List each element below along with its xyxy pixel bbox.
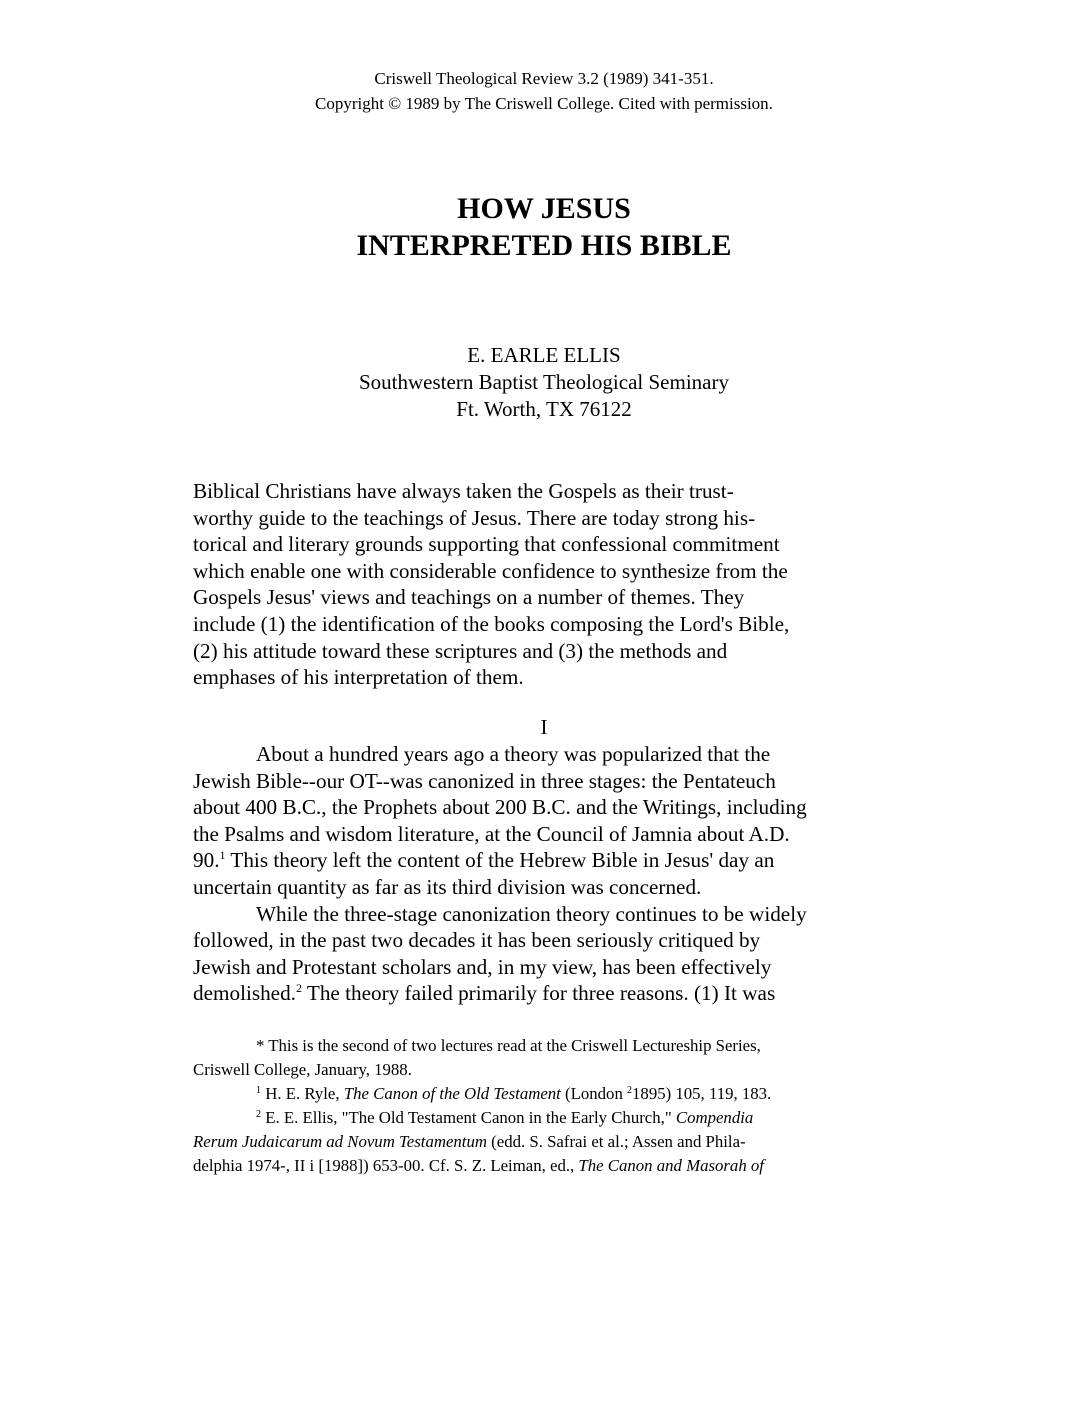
text-line: Jewish Bible--our OT--was canonized in three stages: the Pentateuch <box>193 768 776 793</box>
footnote-text: H. E. Ryle, <box>261 1084 344 1103</box>
footnote-text: E. E. Ellis, "The Old Testament Canon in the Early Church," <box>261 1108 676 1127</box>
footnote-text: (London <box>560 1084 628 1103</box>
abstract-line: worthy guide to the teachings of Jesus. There are today strong his- <box>193 505 756 530</box>
footnote-text: (edd. S. Safrai et al.; Assen and Phila- <box>486 1132 746 1151</box>
text-line: While the three-stage canonization theory continues to be widely <box>256 901 807 926</box>
abstract-line: Gospels Jesus' views and teachings on a number of themes. They <box>193 585 745 610</box>
section-numeral: I <box>540 715 548 739</box>
text-line: the Psalms and wisdom literature, at the Council of Jamnia about A.D. <box>193 821 790 846</box>
citation-line: Criswell Theological Review 3.2 (1989) 341-351. <box>374 69 714 88</box>
abstract-line: emphases of his interpretation of them. <box>193 665 524 690</box>
author-institution: Southwestern Baptist Theological Seminary <box>359 370 729 394</box>
text-line: uncertain quantity as far as its third division was concerned. <box>193 874 702 899</box>
journal-citation-header <box>0 66 1088 116</box>
footnote-text: Criswell College, January, 1988. <box>193 1060 412 1079</box>
section-body <box>193 741 873 1007</box>
footnotes <box>193 1034 873 1178</box>
footnote-2 <box>193 1106 873 1130</box>
text-line <box>193 847 873 874</box>
text-run: This theory left the content of the Hebrew Bible in Jesus' day an <box>225 848 775 873</box>
footnote-ref-2: 2 <box>295 981 302 996</box>
text-line: followed, in the past two decades it has been seriously critiqued by <box>193 928 761 953</box>
abstract-line: torical and literary grounds supporting that confessional commitment <box>193 532 780 557</box>
footnote-italic: Compendia <box>675 1108 754 1127</box>
paragraph-1 <box>193 741 873 768</box>
author-name: E. EARLE ELLIS <box>467 343 621 367</box>
footnote-2-cont <box>193 1154 873 1178</box>
copyright-line: Copyright © 1989 by The Criswell College. Cited with permission. <box>315 94 773 113</box>
footnote-mark: 2 <box>256 1109 261 1120</box>
text-line: about 400 B.C., the Prophets about 200 B.C. and the Writings, including <box>193 795 807 820</box>
footnote-1 <box>193 1082 873 1106</box>
title-line-1: HOW JESUS <box>457 192 631 225</box>
abstract-line: which enable one with considerable confidence to synthesize from the <box>193 558 788 583</box>
paragraph-2 <box>193 901 873 928</box>
text-line: Jewish and Protestant scholars and, in my view, has been effectively <box>193 954 772 979</box>
footnote-2-cont <box>193 1130 873 1154</box>
footnote-text: delphia 1974-, II i [1988]) 653-00. Cf. S. Z. Leiman, ed., <box>193 1156 579 1175</box>
abstract-line: Biblical Christians have always taken the Gospels as their trust- <box>193 479 734 503</box>
author-block <box>0 342 1088 423</box>
footnote-text: 1895) 105, 119, 183. <box>632 1084 772 1103</box>
abstract-line: (2) his attitude toward these scriptures and (3) the methods and <box>193 638 728 663</box>
author-location: Ft. Worth, TX 76122 <box>456 397 632 421</box>
abstract-paragraph <box>193 478 873 691</box>
footnote-italic: The Canon of the Old Testament <box>343 1084 561 1103</box>
footnote-star-cont <box>193 1058 873 1082</box>
footnote-text: * This is the second of two lectures read at the Criswell Lectureship Series, <box>256 1036 761 1055</box>
text-run: demolished. <box>193 981 296 1006</box>
text-line <box>193 980 873 1007</box>
article-title <box>0 190 1088 264</box>
footnote-star <box>193 1034 873 1058</box>
text-line: About a hundred years ago a theory was popularized that the <box>256 742 771 766</box>
title-line-2: INTERPRETED HIS BIBLE <box>356 229 732 262</box>
footnote-italic: Rerum Judaicarum ad Novum Testamentum <box>193 1132 487 1151</box>
text-run: 90. <box>193 848 220 873</box>
edition-superscript: 2 <box>627 1085 633 1096</box>
text-run: The theory failed primarily for three reasons. (1) It was <box>301 981 776 1006</box>
footnote-mark: 1 <box>256 1085 261 1096</box>
footnote-italic: The Canon and Masorah of <box>578 1156 764 1175</box>
footnote-ref-1: 1 <box>219 848 226 863</box>
abstract-line: include (1) the identification of the books composing the Lord's Bible, <box>193 611 790 636</box>
